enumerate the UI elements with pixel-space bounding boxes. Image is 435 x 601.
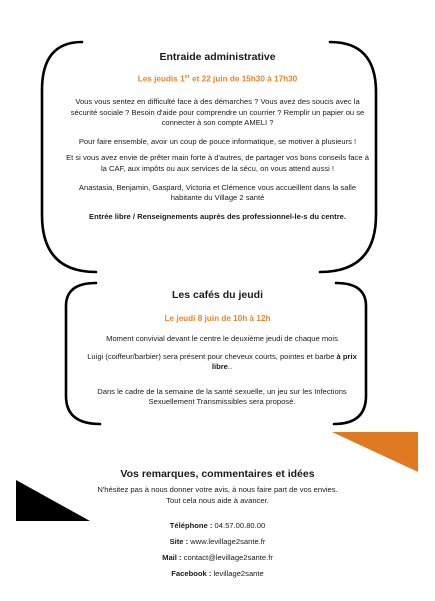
section1-title: Entraide administrative — [159, 51, 276, 63]
contact-mail — [40, 553, 395, 562]
section2-paragraph: Dans le cadre de la semaine de la santé sexuelle, un jeu sur les Infections Sexuellement Transmissibles sera proposé. — [97, 386, 347, 407]
section1-body — [64, 97, 371, 230]
section1-date: Les jeudis 1er et 22 juin de 15h30 à 17h30 — [137, 74, 298, 84]
section1-paragraph: Et si vous avez envie de prêter main forte à d'autres, de partager vos bons conseils face à la CAF, aux impôts ou aux services de la sécu, on vous attend aussi ! — [66, 153, 369, 173]
section1-info: Entrée libre / Renseignements auprès des professionnel-le-s du centre. — [89, 211, 346, 221]
footer-intro-line: N'hésitez pas à nous donner votre avis, à nous faire part de vos envies. — [97, 485, 338, 494]
section1-paragraph: Pour faire ensemble, avoir un coup de pouce informatique, se motiver à plusieurs ! — [78, 136, 357, 146]
section2-title: Les cafés du jeudi — [171, 289, 264, 301]
mail-label: Mail : — [162, 553, 182, 562]
facebook-link[interactable]: levillage2sante — [213, 569, 264, 578]
section2-paragraph-bold: à prix libre — [211, 351, 357, 372]
contact-facebook — [40, 569, 395, 578]
orange-triangle — [332, 432, 418, 472]
mail-link[interactable]: contact@levillage2sante.fr — [183, 553, 273, 562]
contact-site — [40, 537, 395, 546]
footer-intro — [40, 484, 395, 506]
footer-title: Vos remarques, commentaires et idées — [120, 468, 315, 480]
phone-value: 04.57.00.80.00 — [214, 521, 266, 530]
section1-paragraph: Vous vous sentez en difficulté face à des démarches ? Vous avez des soucis avec la sécurité sociale ? Besoin d'aide pour comprendre un courrier ? Remplir un papier ou se connecter à son compte AMELI ? — [70, 97, 365, 128]
site-label: Site : — [169, 537, 189, 546]
section2-paragraph-end: .. — [227, 362, 233, 372]
contact-phone — [40, 521, 395, 530]
section2-body — [82, 334, 362, 415]
phone-label: Téléphone : — [169, 521, 213, 530]
footer-intro-line: Tout cela nous aide à avancer. — [166, 496, 269, 505]
site-link[interactable]: www.levillage2sante.fr — [190, 537, 266, 546]
section2-paragraph: Moment convivial devant le centre le deuxième jeudi de chaque mois — [106, 334, 338, 343]
section1-paragraph: Anastasia, Benjamin, Gaspard, Victoria et Clémence vous accueillent dans la salle habitante du Village 2 santé — [78, 182, 357, 203]
facebook-label: Facebook : — [171, 569, 212, 578]
section2-date: Le jeudi 8 juin de 10h à 12h — [164, 314, 271, 323]
section2-paragraph-start: Luigi (coiffeur/barbier) sera présent pour cheveux courts, pointes et barbe — [87, 351, 337, 361]
section2-paragraph — [82, 352, 362, 373]
